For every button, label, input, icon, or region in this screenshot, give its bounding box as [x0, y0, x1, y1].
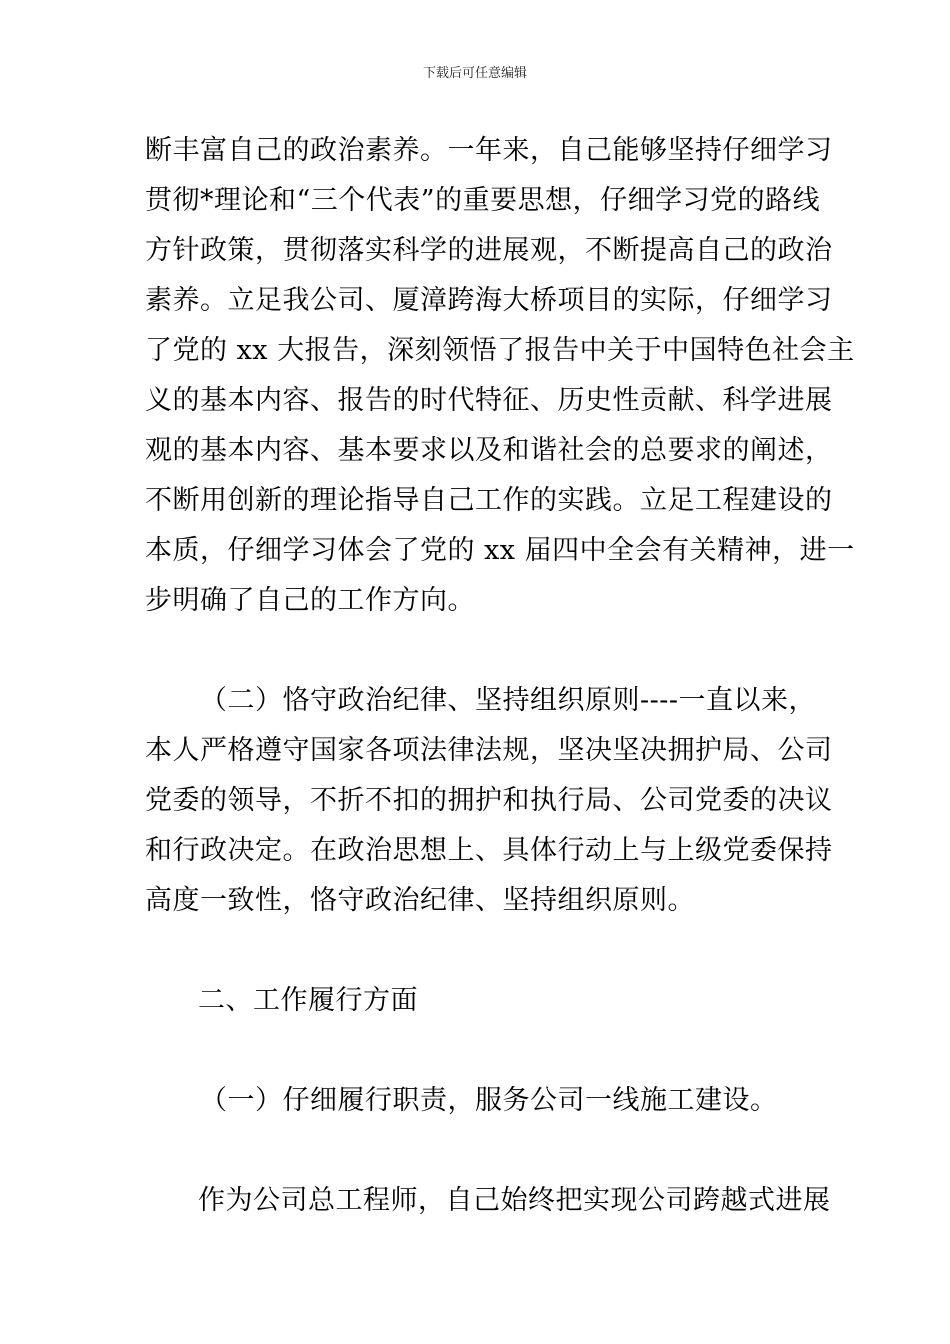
text-line: 观的基本内容、基本要求以及和谐社会的总要求的阐述， — [145, 435, 833, 466]
text-line: 了党的 xx 大报告，深刻领悟了报告中关于中国特色社会主 — [145, 335, 855, 366]
text-line: 本质，仔细学习体会了党的 xx 届四中全会有关精神，进一 — [145, 535, 855, 566]
text-line: 步明确了自己的工作方向。 — [145, 585, 475, 616]
text-line: 素养。立足我公司、厦漳跨海大桥项目的实际，仔细学习 — [145, 285, 833, 316]
text-line: 和行政决定。在政治思想上、具体行动上与上级党委保持 — [145, 835, 833, 866]
text-line: 本人严格遵守国家各项法律法规，坚决坚决拥护局、公司 — [145, 735, 833, 766]
text-line: （二）恪守政治纪律、坚持组织原则----一直以来， — [200, 685, 816, 716]
text-line: 义的基本内容、报告的时代特征、历史性贡献、科学进展 — [145, 385, 833, 416]
text-line: 贯彻*理论和“三个代表”的重要思想，仔细学习党的路线 — [145, 185, 821, 216]
text-line: 高度一致性，恪守政治纪律、坚持组织原则。 — [145, 885, 695, 916]
text-line: 作为公司总工程师，自己始终把实现公司跨越式进展 — [198, 1185, 831, 1216]
text-line: 党委的领导，不折不扣的拥护和执行局、公司党委的决议 — [145, 785, 833, 816]
text-line: 方针政策，贯彻落实科学的进展观，不断提高自己的政治 — [145, 235, 833, 266]
subsection-heading: （一）仔细履行职责，服务公司一线施工建设。 — [200, 1085, 778, 1116]
text-line: 不断用创新的理论指导自己工作的实践。立足工程建设的 — [145, 485, 833, 516]
page-header-note: 下载后可任意编辑 — [422, 66, 527, 81]
section-heading: 二、工作履行方面 — [198, 985, 418, 1016]
text-line: 断丰富自己的政治素养。一年来，自己能够坚持仔细学习 — [145, 135, 833, 166]
